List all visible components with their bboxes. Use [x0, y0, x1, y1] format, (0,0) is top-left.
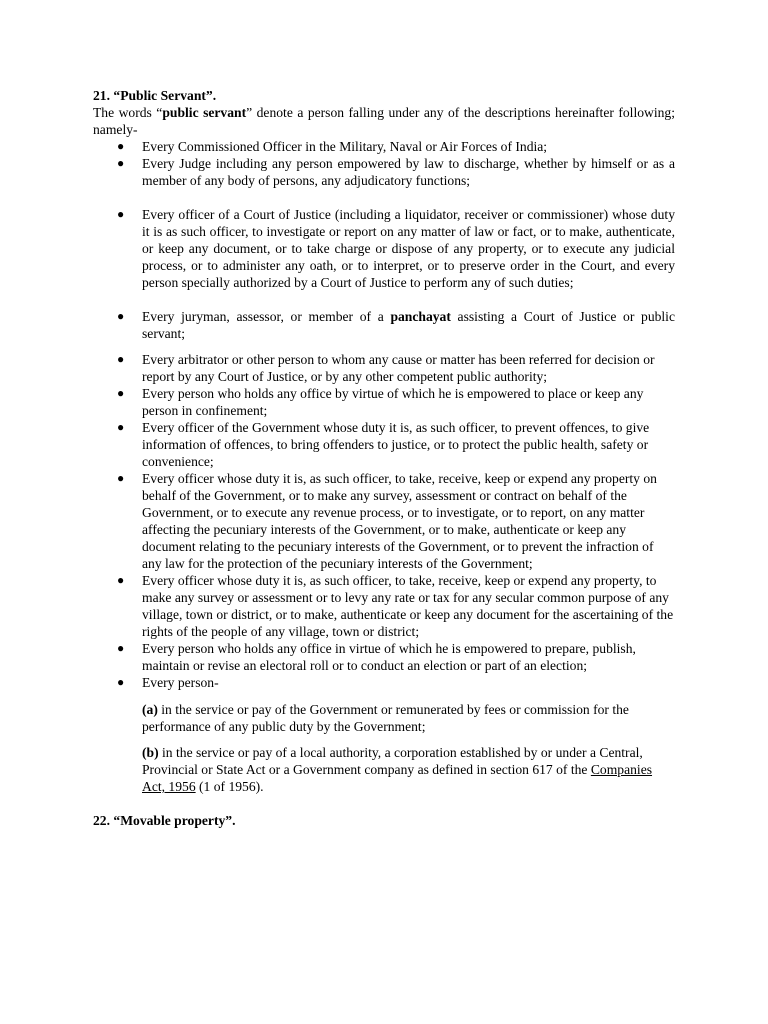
subclause-a-label: (a)	[142, 702, 158, 717]
document-content	[93, 87, 675, 829]
list-item	[93, 470, 675, 572]
list-item-text: Every arbitrator or other person to whom any cause or matter has been referred for decision or report by any Court of Justice, or by any other competent public authority;	[142, 352, 655, 384]
list-item-text: Every officer whose duty it is, as such officer, to take, receive, keep or expend any property on behalf of the Government, or to make any survey, assessment or contract on behalf of the Government, or to execute any revenue process, or to investigate, or to report, on any matter affecting the pecuniary interests of the Government, or to make, authenticate or keep any document relating to the pecuniary interests of the Government, or to prevent the infraction of any law for the protection of the pecuniary interests of the Government;	[142, 471, 657, 571]
bullet-icon: ●	[117, 156, 125, 170]
bullet-icon: ●	[117, 386, 125, 400]
list-item-text: Every person who holds any office by virtue of which he is empowered to place or keep any person in confinement;	[142, 386, 644, 418]
list-item	[93, 640, 675, 674]
list-item-text: Every Commissioned Officer in the Military, Naval or Air Forces of India;	[142, 139, 548, 154]
list-item	[93, 308, 675, 342]
subclause-b	[142, 744, 675, 795]
bullet-icon: ●	[117, 573, 125, 587]
juryman-term: panchayat	[390, 309, 451, 324]
list-item-text: Every Judge including any person empowered by law to discharge, whether by himself or as a member of any body of persons, any adjudicatory functions;	[142, 156, 675, 188]
list-item	[93, 674, 675, 691]
subclause-b-end: (1 of 1956).	[195, 779, 264, 794]
bullet-icon: ●	[117, 471, 125, 485]
list-item	[93, 385, 675, 419]
list-item-text: Every person-	[142, 675, 219, 690]
subclause-b-label: (b)	[142, 745, 159, 760]
bullet-icon: ●	[117, 675, 125, 689]
list-item	[93, 155, 675, 189]
public-servant-list	[93, 138, 675, 691]
list-item	[93, 351, 675, 385]
bullet-icon: ●	[117, 309, 125, 323]
juryman-pre: Every juryman, assessor, or member of a	[142, 309, 391, 324]
bullet-icon: ●	[117, 139, 125, 153]
bullet-icon: ●	[117, 352, 125, 366]
intro-term: public servant	[162, 105, 247, 120]
intro-pre: The words “	[93, 105, 163, 120]
bullet-icon: ●	[117, 207, 125, 221]
list-item-text: Every officer of a Court of Justice (including a liquidator, receiver or commissioner) whose duty it is as such officer, to investigate or report on any matter of law or fact, or to make, authenticate, or keep any document, or to take charge or dispose of any property, or to execute any judicial process, or to administer any oath, or to interpret, or to preserve order in the Court, and every person specially authorized by a Court of Justice to perform any of such duties;	[142, 207, 675, 290]
list-item	[93, 138, 675, 155]
section-22-heading: 22. “Movable property”.	[93, 813, 236, 828]
juryman-post: assisting a Court of Justice or public servant;	[142, 309, 675, 341]
section-21-intro	[93, 104, 675, 138]
companies-act-link[interactable]: Companies Act, 1956	[142, 762, 653, 794]
list-item	[93, 572, 675, 640]
section-21-heading: 21. “Public Servant”.	[93, 88, 217, 103]
intro-post: ” denote a person falling under any of the descriptions hereinafter following; namely-	[93, 105, 675, 137]
list-item	[93, 206, 675, 291]
subclause-b-text: in the service or pay of a local authority, a corporation established by or under a Central, Provincial or State Act or a Government company as defined in section 617 of the	[142, 745, 643, 777]
list-item-text: Every person who holds any office in virtue of which he is empowered to prepare, publish, maintain or revise an electoral roll or to conduct an election or part of an election;	[142, 641, 636, 673]
subclause-a	[142, 701, 675, 735]
list-item-text: Every officer whose duty it is, as such officer, to take, receive, keep or expend any property, to make any survey or assessment or to levy any rate or tax for any secular common purpose of any village, town or district, or to make, authenticate or keep any document for the ascertaining of the rights of the people of any village, town or district;	[142, 573, 674, 639]
list-item	[93, 419, 675, 470]
bullet-icon: ●	[117, 420, 125, 434]
list-item-text: Every officer of the Government whose duty it is, as such officer, to prevent offences, to give information of offences, to bring offenders to justice, or to protect the public health, safety or convenience;	[142, 420, 650, 469]
bullet-icon: ●	[117, 641, 125, 655]
every-person-subclauses	[93, 701, 675, 795]
subclause-a-text: in the service or pay of the Government or remunerated by fees or commission for the performance of any public duty by the Government;	[142, 702, 629, 734]
